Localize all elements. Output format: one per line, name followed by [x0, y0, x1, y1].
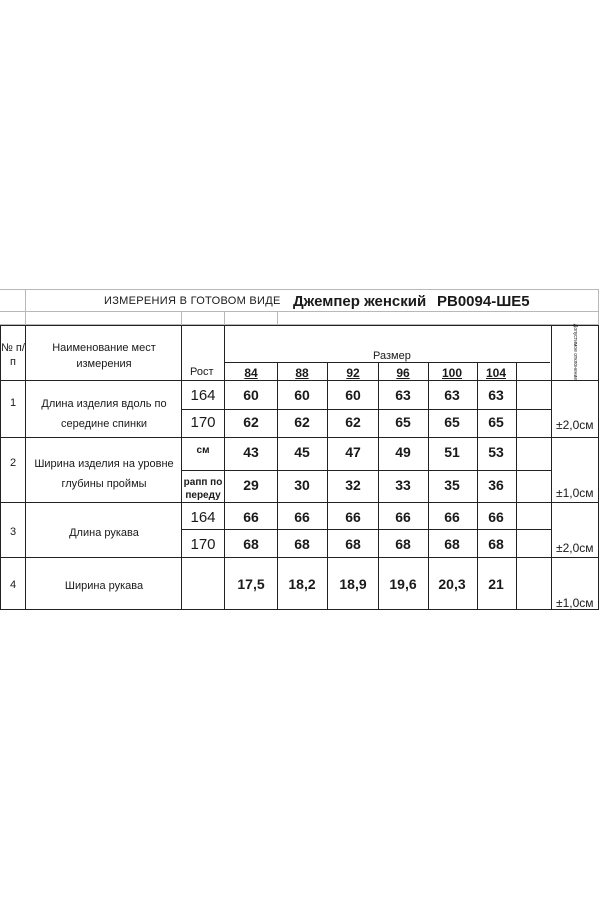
- col-line: [224, 325, 225, 610]
- top-border-line: [0, 289, 598, 290]
- row-divider: [0, 437, 599, 438]
- size-header-line: [224, 362, 550, 363]
- table-cell: 65: [444, 414, 460, 430]
- col-line: [327, 363, 328, 610]
- table-cell: 68: [243, 536, 259, 552]
- size-header-100: 100: [441, 366, 463, 380]
- sub-row-divider: [182, 470, 552, 471]
- table-cell: 66: [243, 509, 259, 525]
- sub-row-label: см: [196, 445, 210, 456]
- col-header-size: Размер: [373, 350, 411, 362]
- table-cell: 35: [444, 477, 460, 493]
- sub-row-divider: [182, 409, 552, 410]
- table-cell: 60: [243, 387, 259, 403]
- row-name: Длина изделия вдоль по середине спинки: [41, 398, 167, 430]
- table-cell: 66: [444, 509, 460, 525]
- sub-row-label: 164: [190, 509, 216, 526]
- table-cell: 65: [395, 414, 411, 430]
- row-divider: [0, 380, 599, 381]
- table-cell: 53: [488, 444, 504, 460]
- col-line: [598, 325, 599, 610]
- table-border: [0, 325, 599, 326]
- table-cell: 43: [243, 444, 259, 460]
- table-cell: 62: [345, 414, 361, 430]
- row-name: Длина рукава: [69, 527, 139, 539]
- size-header-84: 84: [244, 366, 258, 380]
- table-cell: 68: [294, 536, 310, 552]
- size-header-88: 88: [295, 366, 309, 380]
- table-cell: 36: [488, 477, 504, 493]
- col-line: [378, 363, 379, 610]
- col-header-rost: Рост: [190, 366, 214, 378]
- row-tolerance: ±1,0см: [556, 596, 594, 610]
- size-header-92: 92: [346, 366, 360, 380]
- row-divider: [0, 557, 599, 558]
- table-cell: 60: [294, 387, 310, 403]
- table-bottom-border: [0, 609, 599, 610]
- sub-row-label: 170: [190, 414, 216, 431]
- table-cell: 19,6: [389, 576, 417, 592]
- table-cell: 68: [345, 536, 361, 552]
- table-cell: 66: [294, 509, 310, 525]
- row-divider: [0, 502, 599, 503]
- col-line: [516, 363, 517, 610]
- col-header-tolerance: Допустимое отклонение: [572, 323, 578, 381]
- grid-line: [25, 289, 26, 325]
- product-name: Джемпер женский: [293, 293, 427, 310]
- col-line: [477, 363, 478, 610]
- table-cell: 63: [395, 387, 411, 403]
- sub-row-label: рапп по переду: [183, 477, 223, 501]
- row-tolerance: ±2,0см: [556, 418, 594, 432]
- table-cell: 29: [243, 477, 259, 493]
- row-tolerance: ±2,0см: [556, 541, 594, 555]
- header-divider-line: [0, 311, 598, 312]
- row-name: Ширина изделия на уровне глубины проймы: [34, 458, 174, 490]
- table-cell: 20,3: [438, 576, 466, 592]
- table-cell: 62: [294, 414, 310, 430]
- table-cell: 33: [395, 477, 411, 493]
- col-line: [181, 325, 182, 610]
- table-cell: 63: [488, 387, 504, 403]
- grid-line: [277, 311, 278, 325]
- table-cell: 18,9: [339, 576, 367, 592]
- grid-line: [598, 289, 599, 325]
- row-name: Ширина рукава: [64, 580, 144, 592]
- col-line: [428, 363, 429, 610]
- table-cell: 66: [395, 509, 411, 525]
- sub-row-label: 170: [190, 536, 216, 553]
- size-header-104: 104: [485, 366, 507, 380]
- table-cell: 21: [488, 576, 504, 592]
- article-number: РВ0094-ШЕ5: [437, 293, 530, 310]
- table-cell: 18,2: [288, 576, 316, 592]
- row-number: 1: [9, 397, 17, 409]
- table-cell: 45: [294, 444, 310, 460]
- measurements-label: ИЗМЕРЕНИЯ В ГОТОВОМ ВИДЕ: [104, 295, 281, 307]
- sub-row-label: 164: [190, 387, 216, 404]
- row-tolerance: ±1,0см: [556, 486, 594, 500]
- table-cell: 49: [395, 444, 411, 460]
- table-cell: 65: [488, 414, 504, 430]
- size-header-96: 96: [396, 366, 410, 380]
- table-cell: 66: [488, 509, 504, 525]
- table-cell: 68: [488, 536, 504, 552]
- col-header-number: № п/п: [1, 342, 25, 368]
- row-number: 3: [9, 526, 17, 538]
- table-cell: 51: [444, 444, 460, 460]
- table-cell: 63: [444, 387, 460, 403]
- table-cell: 68: [444, 536, 460, 552]
- col-line: [277, 363, 278, 610]
- row-number: 4: [9, 579, 17, 591]
- table-cell: 66: [345, 509, 361, 525]
- sub-row-divider: [182, 529, 552, 530]
- row-number: 2: [9, 457, 17, 469]
- table-cell: 60: [345, 387, 361, 403]
- table-cell: 32: [345, 477, 361, 493]
- col-line: [25, 325, 26, 610]
- grid-line: [224, 311, 225, 325]
- table-cell: 17,5: [237, 576, 265, 592]
- table-cell: 47: [345, 444, 361, 460]
- col-header-name: Наименование мест измерения: [52, 342, 156, 370]
- table-cell: 62: [243, 414, 259, 430]
- table-cell: 68: [395, 536, 411, 552]
- col-line: [551, 325, 552, 610]
- grid-line: [181, 311, 182, 325]
- table-cell: 30: [294, 477, 310, 493]
